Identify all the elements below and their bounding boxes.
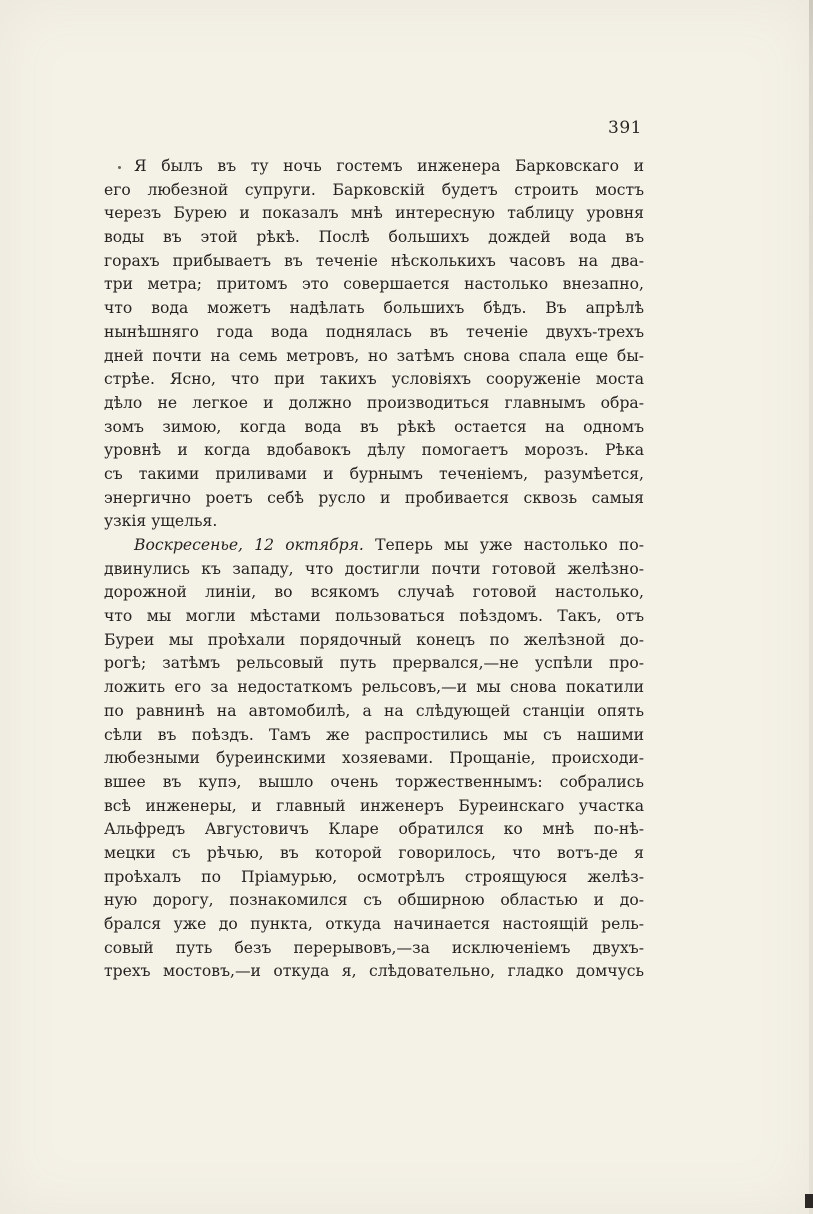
text-line: трехъ мостовъ,—и откуда я, слѣдовательно, гладко домчусь <box>104 962 644 981</box>
text-line: ложить его за недостаткомъ рельсовъ,—и мы снова покатили <box>104 678 644 697</box>
text-line: мецки съ рѣчью, въ которой говорилось, что вотъ-де я <box>104 843 644 862</box>
entry-date: Воскресенье, 12 октября. <box>134 536 364 554</box>
text-line: горахъ прибываетъ въ теченіе нѣсколькихъ часовъ на два- <box>104 251 644 270</box>
text-line <box>104 534 644 558</box>
text-line: черезъ Бурею и показалъ мнѣ интересную таблицу уровня <box>104 204 644 223</box>
text-line: дорожной линіи, во всякомъ случаѣ готовой настолько, <box>104 583 644 602</box>
text-line: что вода можетъ надѣлать большихъ бѣдъ. Въ апрѣлѣ <box>104 299 644 318</box>
text-line: Альфредъ Августовичъ Кларе обратился ко мнѣ по-нѣ- <box>104 820 644 839</box>
scan-corner-mark <box>805 1194 813 1208</box>
text-line: брался уже до пункта, откуда начинается настоящій рель- <box>104 915 644 933</box>
text-line: вшее въ купэ, вышло очень торжественнымъ: собрались <box>104 772 644 791</box>
text-line: дней почти на семь метровъ, но затѣмъ снова спала еще бы- <box>104 346 644 365</box>
page-edge-shadow <box>809 0 813 1214</box>
text-line: по равнинѣ на автомобилѣ, а на слѣдующей станціи опять <box>104 701 644 720</box>
body-text <box>104 155 644 984</box>
text-line: всѣ инженеры, и главный инженеръ Буреинскаго участка <box>104 796 644 815</box>
text-line: двинулись къ западу, что достигли почти готовой желѣзно- <box>104 559 644 578</box>
text-line: дѣло не легкое и должно производиться главнымъ обра- <box>104 393 644 412</box>
text-line: совый путь безъ перерывовъ,—за исключеніемъ двухъ- <box>104 938 644 957</box>
text-line: стрѣе. Ясно, что при такихъ условіяхъ сооруженіе моста <box>104 370 644 389</box>
text-line: съ такими приливами и бурнымъ теченіемъ, разумѣется, <box>104 464 644 483</box>
text-line: проѣхалъ по Пріамурью, осмотрѣлъ строящуюся желѣз- <box>104 867 644 886</box>
text-line: зомъ зимою, когда вода въ рѣкѣ остается на одномъ <box>104 417 644 436</box>
text-line: три метра; притомъ это совершается настолько внезапно, <box>104 275 644 294</box>
text-line: узкія ущелья. <box>104 512 218 531</box>
text-line: любезными буреинскими хозяевами. Прощаніе, происходи- <box>104 749 644 768</box>
text-line: сѣли въ поѣздъ. Тамъ же распростились мы съ нашими <box>104 725 644 744</box>
text-line: рогѣ; затѣмъ рельсовый путь прервался,—не успѣли про- <box>104 654 644 673</box>
text-line: нынѣшняго года вода поднялась въ теченіе двухъ-трехъ <box>104 322 644 341</box>
text-line: Буреи мы проѣхали порядочный конецъ по желѣзной до- <box>104 630 644 649</box>
page-number: 391 <box>608 118 642 138</box>
text-line: что мы могли мѣстами пользоваться поѣздомъ. Такъ, отъ <box>104 607 644 626</box>
text-line: воды въ этой рѣкѣ. Послѣ большихъ дождей вода въ <box>104 228 644 247</box>
text-fragment: Теперь мы уже настолько по- <box>375 536 644 554</box>
text-line: Я былъ въ ту ночь гостемъ инженера Барковскаго и <box>134 157 644 175</box>
text-line: уровнѣ и когда вдобавокъ дѣлу помогаетъ морозъ. Рѣка <box>104 441 644 460</box>
text-line: его любезной супруги. Барковскій будетъ строить мостъ <box>104 180 644 199</box>
text-line: энергично роетъ себѣ русло и пробивается сквозь самыя <box>104 488 644 507</box>
text-line: ную дорогу, познакомился съ обширною областью и до- <box>104 891 644 910</box>
